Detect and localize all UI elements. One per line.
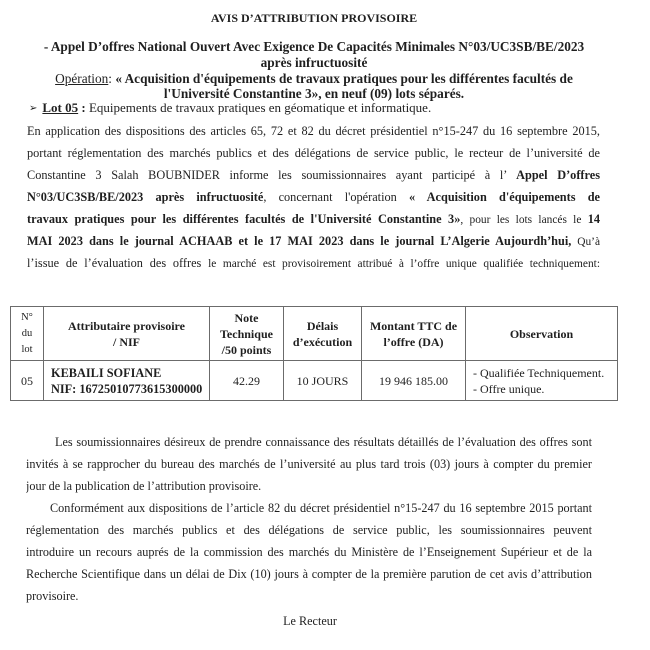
operation-separator: : [108, 71, 116, 86]
lot-description: Equipements de travaux pratiques en géomatique et informatique. [88, 100, 432, 115]
cell-delai: 10 JOURS [284, 361, 362, 401]
intro-bold-text: N°03/UC3SB/BE/2023 après infructuosité [27, 190, 264, 204]
intro-text: , pour les lots lancés le [460, 214, 588, 226]
observation-item: - Offre unique. [473, 381, 545, 396]
intro-bold-text: « Acquisition d'équipements de [408, 190, 600, 204]
attributaire-nif: NIF: 16725010773615300000 [51, 381, 203, 396]
operation-label: Opération [55, 71, 109, 86]
paragraph2-line: invités à se rapprocher du bureau des marchés de l’université au plus tard trois (03) jours à compter du premier [26, 457, 592, 471]
paragraph3-line: introduire un recours auprés de la commission des marchés du Ministère de l’Enseignement Supérieur et de la [26, 545, 592, 559]
paragraph3-line: Conformément aux dispositions de l’article 82 du décret présidentiel n°15-247 du 16 septembre 2015 portant [50, 501, 592, 515]
header-montant: Montant TTC de l’offre (DA) [362, 307, 466, 361]
intro-text: l’issue de l’évaluation des offres [27, 256, 209, 270]
intro-bold-text: travaux pratiques pour les différentes facultés de l'Université Constantine 3» [27, 212, 461, 226]
intro-bold-text: 14 [587, 212, 600, 226]
lot-label: Lot 05 [42, 100, 79, 115]
lot-line [29, 100, 431, 118]
intro-line [27, 252, 600, 274]
operation-title-part-1: « Acquisition d'équipements de travaux pratiques pour les différentes facultés de [115, 71, 573, 86]
intro-line [27, 186, 600, 208]
table-row [11, 361, 618, 401]
intro-text: Constantine 3 Salah BOUBNIDER informe les soumissionnaires ayant participé à l’ [27, 168, 517, 182]
intro-line [27, 230, 600, 252]
lot-separator: : [78, 100, 89, 115]
operation-line-1 [0, 71, 628, 87]
closing-paragraphs [26, 431, 592, 607]
arrow-bullet-icon: ➢ [29, 103, 38, 114]
attributaire-name: KEBAILI SOFIANE [51, 365, 162, 380]
intro-text: le marché est provisoirement attribué à l’offre unique qualifiée techniquement: [208, 258, 600, 270]
header-observation: Observation [466, 307, 618, 361]
operation-title-part-2: l'Université Constantine 3», en neuf (09) lots séparés. [163, 86, 465, 101]
header-attributaire: Attributaire provisoire / NIF [44, 307, 210, 361]
paragraph2-line: Les soumissionnaires désireux de prendre connaissance des résultats détaillés de l’évaluation des offres sont [55, 435, 592, 449]
intro-bold-text: Appel D’offres [516, 168, 600, 182]
header-lot-number: N° du lot [11, 307, 44, 361]
cell-observation [466, 361, 618, 401]
cell-montant: 19 946 185.00 [362, 361, 466, 401]
tender-reference: - Appel D’offres National Ouvert Avec Exigence De Capacités Minimales N°03/UC3SB/BE/2023 [43, 39, 585, 54]
signature: Le Recteur [283, 614, 337, 628]
intro-line [27, 164, 600, 186]
intro-line [27, 142, 600, 164]
header-note-technique: Note Technique /50 points [210, 307, 284, 361]
document-title: AVIS D’ATTRIBUTION PROVISOIRE [210, 11, 418, 25]
attribution-table [10, 306, 618, 401]
paragraph2-line: jour de la publication de l’attribution provisoire. [26, 479, 262, 493]
intro-text: portant réglementation des marchés publics et des délégations de service public, le recteur de l’université de [27, 146, 600, 160]
intro-bold-text: MAI 2023 dans le journal ACHAAB et le 17 MAI 2023 dans le journal L’Algerie Aujourdh’hui, [27, 234, 572, 248]
header-delai: Délais d’exécution [284, 307, 362, 361]
tender-status: après infructuosité [260, 55, 368, 70]
intro-line [27, 208, 600, 230]
paragraph3-line: provisoire. [26, 589, 79, 603]
paragraph3-line: réglementation des marchés publics et des délégations de service public, les soumissionnaires peuvent [26, 523, 592, 537]
intro-line [27, 120, 600, 142]
observation-item: - Qualifiée Techniquement. [473, 365, 605, 380]
cell-note-technique: 42.29 [210, 361, 284, 401]
table-header-row [11, 307, 618, 361]
paragraph3-line: Recherche Scientifique dans un délai de Dix (10) jours à compter de la première parution de cet avis d’attribution [26, 567, 592, 581]
intro-paragraph [27, 120, 600, 274]
cell-attributaire [44, 361, 210, 401]
cell-lot-number: 05 [11, 361, 44, 401]
intro-text: , concernant l'opération [263, 190, 409, 204]
intro-text: En application des dispositions des articles 65, 72 et 82 du décret présidentiel n°15-247 du 16 septembre 2015, [27, 124, 600, 138]
intro-text: Qu’à [571, 236, 600, 248]
